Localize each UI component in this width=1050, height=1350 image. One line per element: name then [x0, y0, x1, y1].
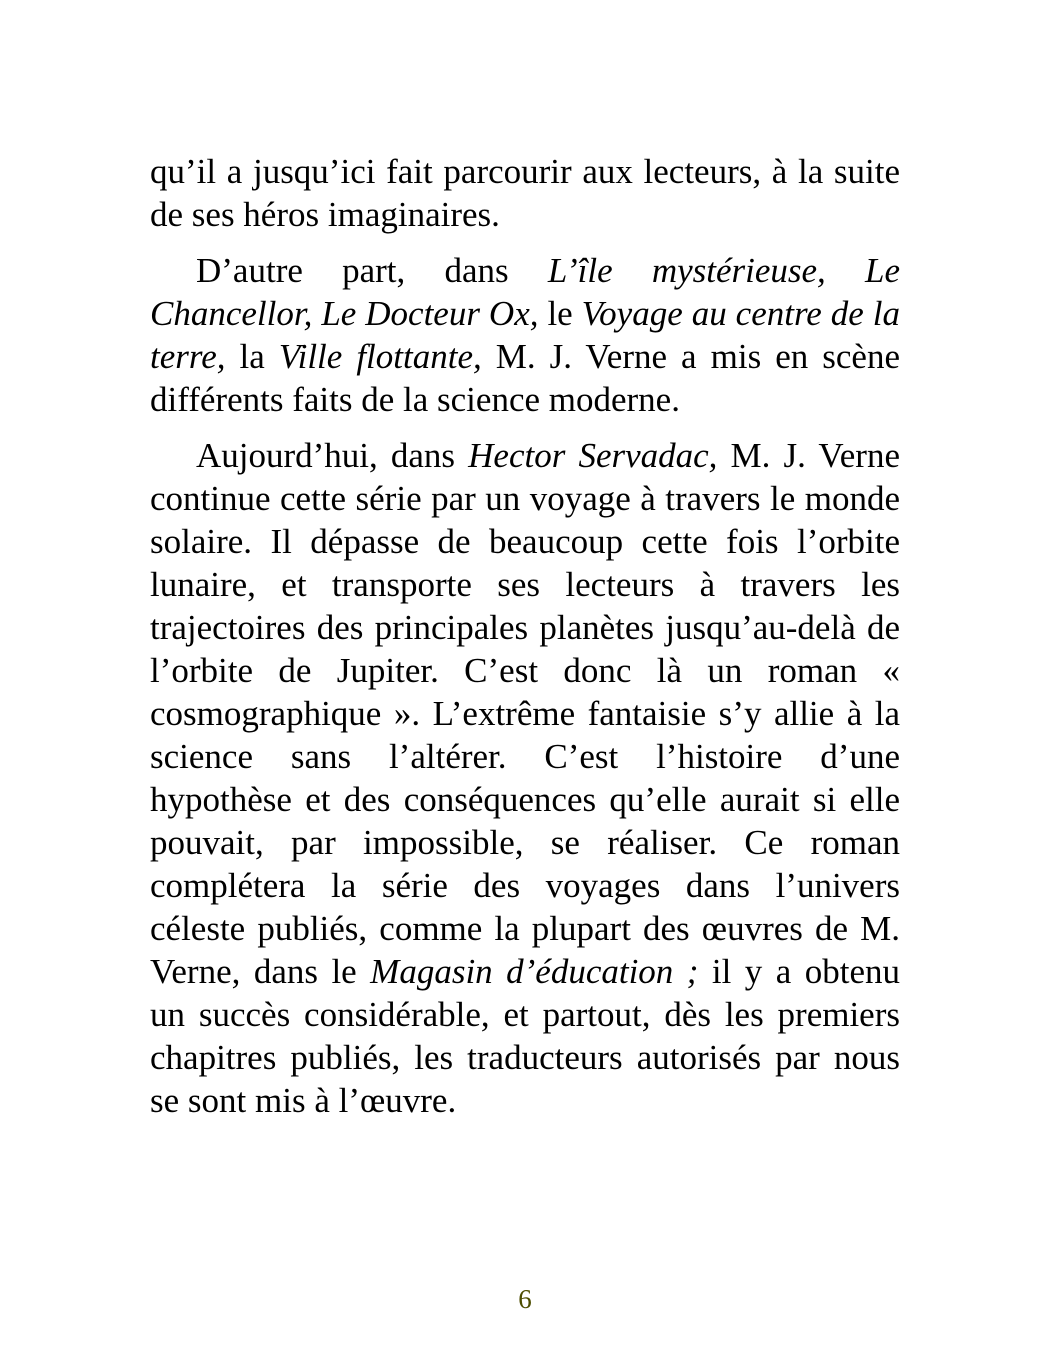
- paragraph-text: M. J. Verne continue cette série par un voyage à travers le monde solaire. Il dépasse de beaucoup cette fois l’orbite lunaire, et transporte ses lecteurs à travers les trajectoires des principales planètes jusqu’au-delà de l’orbite de Jupiter. C’est donc là un roman « cosmographique ». L’extrême fantaisie s’y allie à la science sans l’altérer. C’est l’histoire d’une hypothèse et des conséquences qu’elle aurait si elle pouvait, par impossible, se réaliser. Ce roman complétera la série des voyages dans l’univers céleste publiés, comme la plupart des œuvres de M. Verne, dans le: [150, 436, 900, 991]
- magazine-title-italic: Magasin d’éducation ;: [370, 952, 699, 991]
- paragraph-text: qu’il a jusqu’ici fait parcourir aux lecteurs, à la suite de ses héros imaginaires.: [150, 152, 900, 234]
- paragraph-text: la: [225, 337, 279, 376]
- page-body: [150, 150, 900, 1122]
- page-number: 6: [518, 1284, 532, 1314]
- book-title-italic: Hector Servadac,: [468, 436, 718, 475]
- paragraph: [150, 434, 900, 1122]
- paragraph-text: D’autre part, dans: [196, 251, 548, 290]
- paragraph-continued: [150, 150, 900, 236]
- paragraph-text: le: [538, 294, 582, 333]
- book-title-italic: Ville flottante,: [278, 337, 482, 376]
- paragraph-text: M. J. Verne a mis en scène différents faits de la science moderne.: [150, 337, 900, 419]
- paragraph-text: il y a obtenu un succès considérable, et partout, dès les premiers chapitres publiés, les traducteurs autorisés par nous se sont mis à l’œuvre.: [150, 952, 900, 1120]
- paragraph-text: Aujourd’hui, dans: [196, 436, 469, 475]
- book-title-italic: L’île mystérieuse, Le Chancellor, Le Docteur Ox,: [150, 251, 900, 333]
- paragraph: [150, 249, 900, 421]
- book-title-italic: Voyage au centre de la terre,: [150, 294, 900, 376]
